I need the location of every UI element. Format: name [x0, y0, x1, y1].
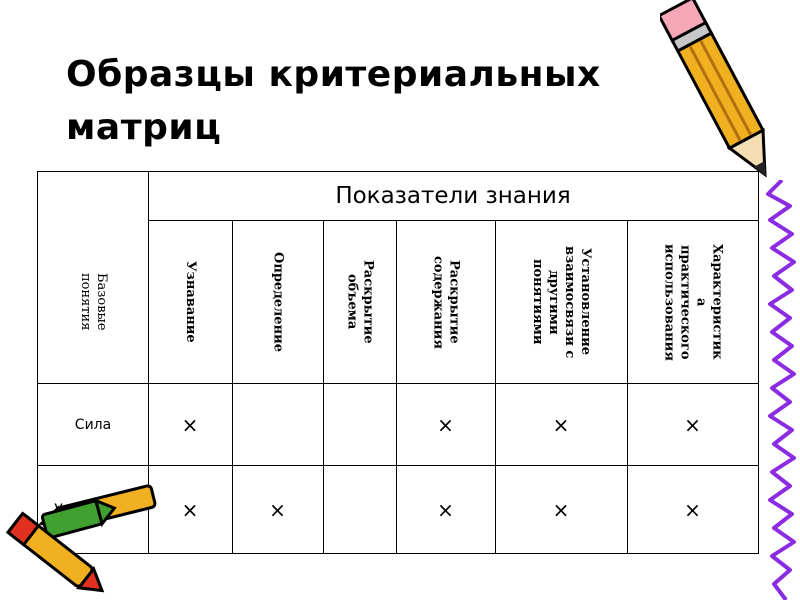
- title-line-2: матриц: [66, 107, 222, 148]
- column-header-content: [396, 221, 495, 383]
- table-cell: [323, 384, 396, 465]
- table-cell: [495, 384, 627, 465]
- check-mark: ×: [552, 412, 570, 437]
- column-header-base-concepts: [38, 221, 148, 383]
- crayon-icon: [0, 480, 170, 600]
- check-mark: ×: [552, 497, 570, 522]
- column-header-relationships: [495, 221, 627, 383]
- table-row-label: [38, 384, 148, 465]
- table-cell: [323, 466, 396, 553]
- column-header-label: Характеристик а практического использования: [661, 243, 725, 361]
- column-header-label: Определение: [270, 251, 286, 352]
- check-mark: ×: [437, 412, 454, 437]
- check-mark: ×: [181, 497, 199, 522]
- table-cell: [627, 466, 758, 553]
- table-cell: [148, 384, 232, 465]
- column-header-practical-use: [627, 221, 758, 383]
- check-mark: ×: [684, 497, 701, 522]
- table-cell: [396, 384, 495, 465]
- table-cell: [232, 384, 323, 465]
- zigzag-line: [760, 180, 800, 600]
- check-mark: ×: [437, 497, 454, 522]
- row-label-text: Сила: [74, 416, 112, 433]
- check-mark: ×: [684, 412, 701, 437]
- column-header-label: Установление взаимосвязи с другими понятиями: [530, 245, 593, 359]
- title-line-1: Образцы критериальных: [66, 54, 601, 95]
- column-header-label: Узнавание: [183, 261, 198, 343]
- check-mark: ×: [181, 412, 199, 437]
- column-header-definition: [232, 221, 323, 383]
- column-header-label: Раскрытие объема: [344, 260, 376, 344]
- table-cell: [495, 466, 627, 553]
- table-cell: [396, 466, 495, 553]
- group-header-label: Показатели знания: [335, 183, 571, 209]
- check-mark: ×: [269, 497, 286, 522]
- column-header-label: Раскрытие содержания: [430, 255, 462, 349]
- pencil-icon: [660, 0, 790, 190]
- column-header-label: Базовые понятия: [78, 273, 109, 331]
- slide-title: [66, 48, 666, 154]
- column-header-recognition: [148, 221, 232, 383]
- table-cell: [232, 466, 323, 553]
- column-header-scope: [323, 221, 396, 383]
- table-cell: [627, 384, 758, 465]
